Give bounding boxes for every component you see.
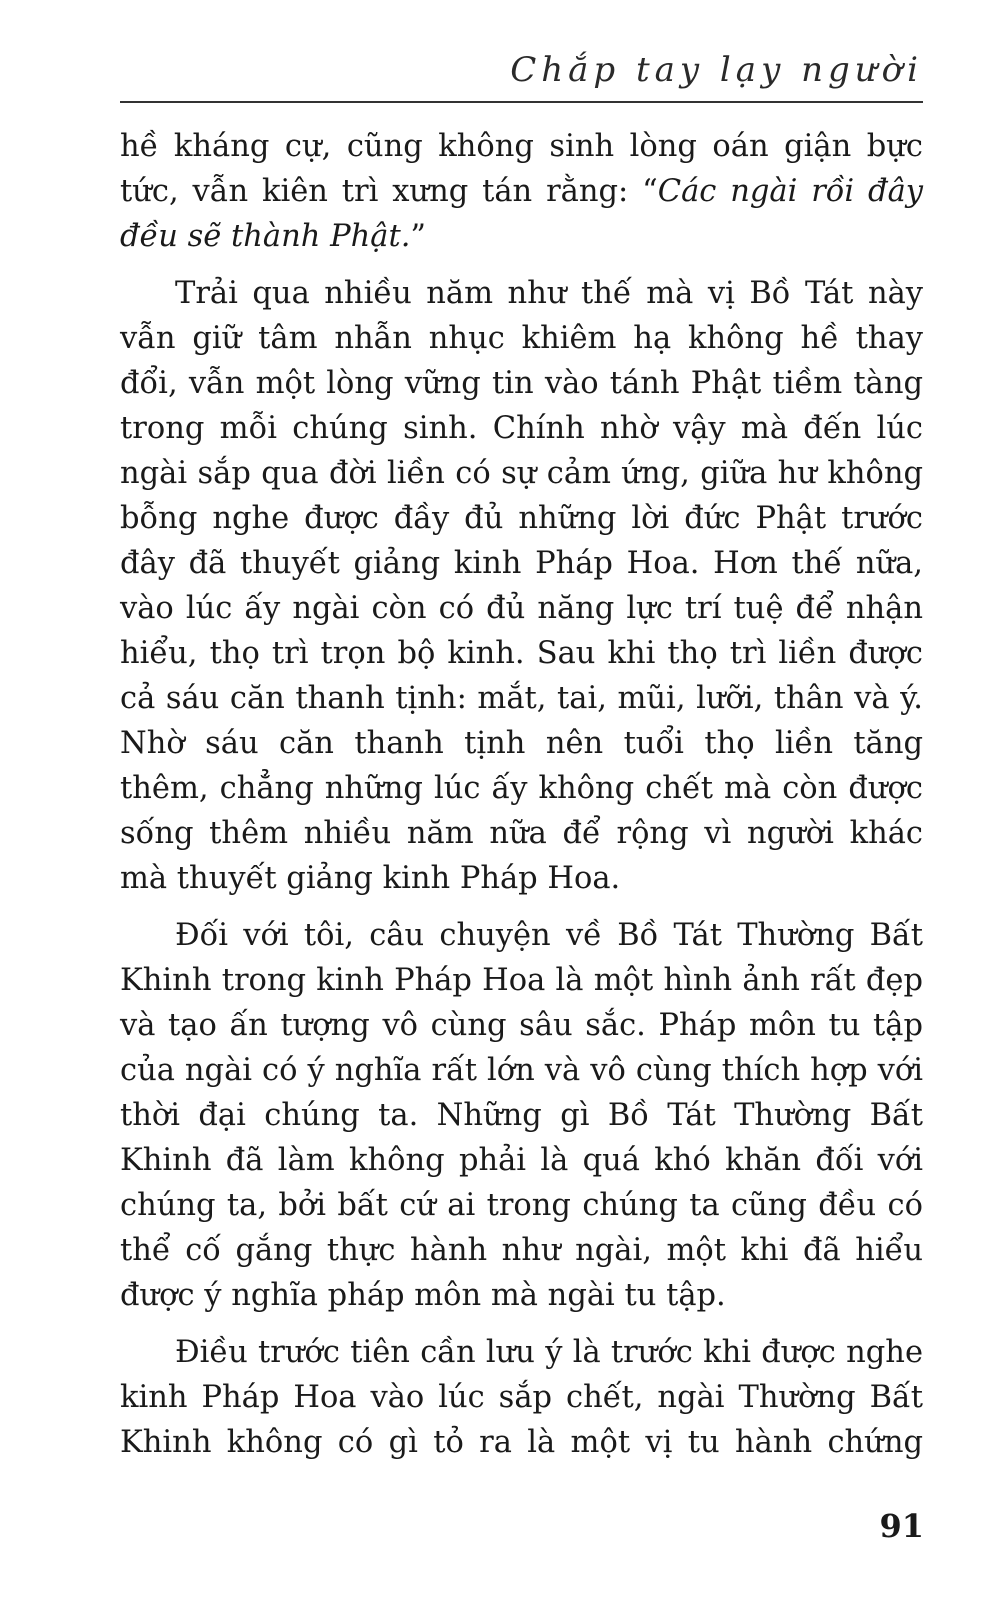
body-text [120, 124, 923, 1477]
paragraph-3: Đối với tôi, câu chuyện về Bồ Tát Thường Bất Khinh trong kinh Pháp Hoa là một hình ảnh rất đẹp và tạo ấn tượng vô cùng sâu sắc. Pháp môn tu tập của ngài có ý nghĩa rất lớn và vô cùng thích hợp với thời đại chúng ta. Những gì Bồ Tát Thường Bất Khinh đã làm không phải là quá khó khăn đối với chúng ta, bởi bất cứ ai trong chúng ta cũng đều có thể cố gắng thực hành như ngài, một khi đã hiểu được ý nghĩa pháp môn mà ngài tu tập. [120, 918, 923, 1313]
paragraph-4: Điều trước tiên cần lưu ý là trước khi được nghe kinh Pháp Hoa vào lúc sắp chết, ngài Thường Bất Khinh không có gì tỏ ra là một vị tu hành chứng [120, 1335, 923, 1460]
paragraph-1-quote: Các ngài rồi đây đều sẽ thành Phật. [120, 174, 923, 254]
running-title: Chắp tay lạy người [510, 50, 923, 90]
paragraph-1-close-quote: ” [410, 219, 426, 254]
paragraph-2: Trải qua nhiều năm như thế mà vị Bồ Tát này vẫn giữ tâm nhẫn nhục khiêm hạ không hề thay đổi, vẫn một lòng vững tin vào tánh Phật tiềm tàng trong mỗi chúng sinh. Chính nhờ vậy mà đến lúc ngài sắp qua đời liền có sự cảm ứng, giữa hư không bỗng nghe được đầy đủ những lời đức Phật trước đây đã thuyết giảng kinh Pháp Hoa. Hơn thế nữa, vào lúc ấy ngài còn có đủ năng lực trí tuệ để nhận hiểu, thọ trì trọn bộ kinh. Sau khi thọ trì liền được cả sáu căn thanh tịnh: mắt, tai, mũi, lưỡi, thân và ý. Nhờ sáu căn thanh tịnh nên tuổi thọ liền tăng thêm, chẳng những lúc ấy không chết mà còn được sống thêm nhiều năm nữa để rộng vì người khác mà thuyết giảng kinh Pháp Hoa. [120, 276, 923, 896]
paragraph-1-text: hề kháng cự, cũng không sinh lòng oán giận bực tức, vẫn kiên trì xưng tán rằng: “ [120, 129, 923, 209]
header-rule [120, 101, 923, 103]
paragraph-1 [120, 124, 923, 259]
page-number: 91 [879, 1507, 924, 1545]
